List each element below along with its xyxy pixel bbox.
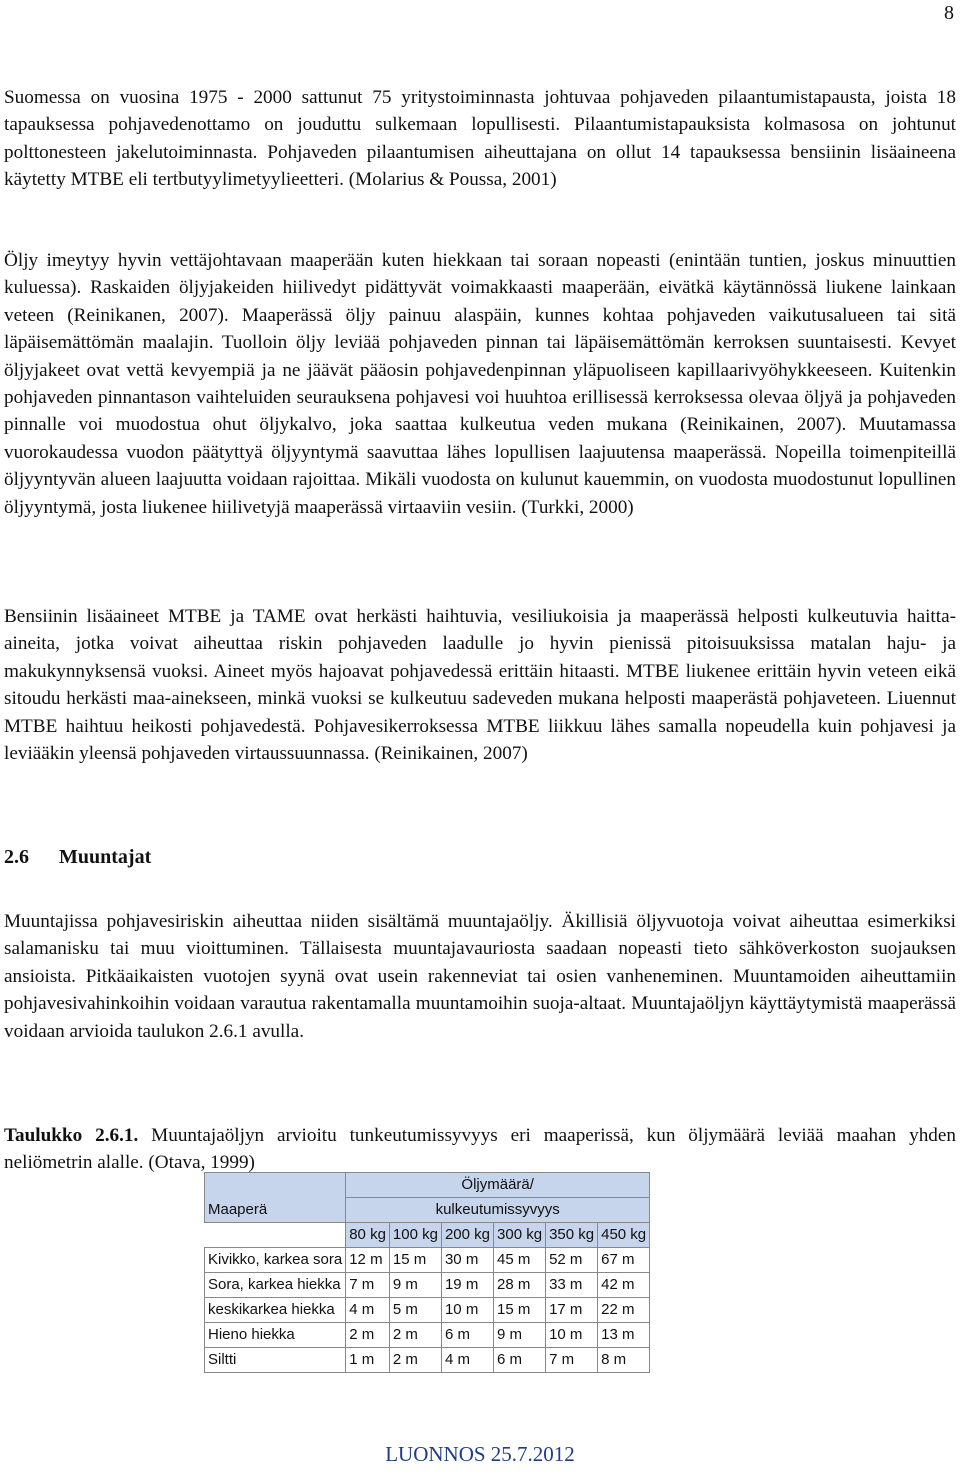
- table-cell: 15 m: [389, 1248, 441, 1273]
- table-cell: 28 m: [494, 1273, 546, 1298]
- table-cell: 7 m: [346, 1273, 390, 1298]
- table-row: [205, 1298, 650, 1323]
- column-header: 80 kg: [346, 1223, 390, 1248]
- table-caption: [4, 1122, 956, 1176]
- table-cell: 22 m: [598, 1298, 650, 1323]
- table-cell: 42 m: [598, 1273, 650, 1298]
- table-cell: 4 m: [346, 1298, 390, 1323]
- table-cell: 6 m: [441, 1323, 493, 1348]
- page-number: 8: [944, 2, 954, 24]
- paragraph-groundwater-incidents: Suomessa on vuosina 1975 - 2000 sattunut 75 yritystoiminnasta johtuvaa pohjaveden pilaantumistapausta, joista 18 tapauksessa pohjavedenottamo on jouduttu sulkemaan lopullisesti. Pilaantumistapauksista kolmasosa on johtunut polttonesteen jakelutoiminnasta. Pohjaveden pilaantumisen aiheuttajana on ollut 14 tapauksessa bensiinin lisäaineena käytetty MTBE eli tertbutyylimetyylieetteri. (Molarius & Poussa, 2001): [4, 87, 956, 191]
- penetration-depth-table: [204, 1172, 650, 1373]
- paragraph-oil-infiltration: Öljy imeytyy hyvin vettäjohtavaan maaperään kuten hiekkaan tai soraan nopeasti (enintään tuntien, joskus minuuttien kuluessa). Raskaiden öljyjakeiden hiilivedyt pidättyvät voimakkaasti maaperään, eivätkä käytännössä liukene lainkaan veteen (Reinikanen, 2007). Maaperässä öljy painuu alaspäin, kunnes kohtaa pohjaveden vaikutusalueen tai sitä läpäisemättömän maalajin. Tuolloin öljy leviää pohjaveden pinnan tai läpäisemättömän kerroksen suuntaisesti. Kevyet öljyjakeet ovat vettä kevyempiä ja ne jäävät pääosin pohjavedenpinnan yläpuoliseen kapillaarivyöhykkeeseen. Kuitenkin pohjaveden pinnantason vaihteluiden seurauksena pohjavesi voi huuhtoa erillisessä kerroksessa olevaa öljyä ja pohjaveden pinnalle voi muodostua ohut öljykalvo, joka saattaa kulkeutua veden mukana (Reinikainen, 2007). Muutamassa vuorokaudessa vuodon päätyttyä öljyyntymä saavuttaa lähes lopullisen laajuutensa maaperässä. Nopeilla toimenpiteillä öljyyntyvän alueen laajuutta voidaan rajoittaa. Mikäli vuodosta on kulunut kauemmin, on vuodosta muodostunut lopullinen öljyyntymä, josta liukenee hiilivetyjä maaperässä virtaaviin vesiin. (Turkki, 2000): [4, 250, 956, 518]
- paragraph-transformers: Muuntajissa pohjavesiriskin aiheuttaa niiden sisältämä muuntajaöljy. Äkillisiä öljyvuotoja voivat aiheuttaa esimerkiksi salamanisku tai muu vioittuminen. Tällaisesta muuntajavauriosta saadaan nopeasti tieto sähköverkoston suojauksen ansioista. Pitkäaikaisten vuotojen syynä ovat usein rakenneviat tai osien vanheneminen. Muuntamoiden aiheuttamiin pohjavesivahinkoihin voidaan varautua rakentamalla muuntamoihin suoja-altaat. Muuntajaöljyn käyttäytymistä maaperässä voidaan arvioida taulukon 2.6.1 avulla.: [4, 911, 956, 1042]
- table-cell: 17 m: [546, 1298, 598, 1323]
- table-row: [205, 1323, 650, 1348]
- table-caption-label: Taulukko 2.6.1.: [4, 1125, 139, 1146]
- row-label: Hieno hiekka: [205, 1323, 346, 1348]
- table-cell: 52 m: [546, 1248, 598, 1273]
- table-cell: 67 m: [598, 1248, 650, 1273]
- column-header-spacer: [205, 1223, 346, 1248]
- column-header: 450 kg: [598, 1223, 650, 1248]
- table-cell: 9 m: [494, 1323, 546, 1348]
- column-header-row: [205, 1223, 650, 1248]
- table-cell: 45 m: [494, 1248, 546, 1273]
- row-label: Sora, karkea hiekka: [205, 1273, 346, 1298]
- table-cell: 2 m: [389, 1323, 441, 1348]
- row-label: Siltti: [205, 1348, 346, 1373]
- table-cell: 9 m: [389, 1273, 441, 1298]
- table-row: [205, 1348, 650, 1373]
- table-header-row-1: [205, 1173, 650, 1198]
- table-cell: 1 m: [346, 1348, 390, 1373]
- column-header: 350 kg: [546, 1223, 598, 1248]
- table-cell: 5 m: [389, 1298, 441, 1323]
- group-header-line1: Öljymäärä/: [346, 1173, 650, 1198]
- table-cell: 30 m: [441, 1248, 493, 1273]
- row-label: keskikarkea hiekka: [205, 1298, 346, 1323]
- column-header: 300 kg: [494, 1223, 546, 1248]
- table-cell: 4 m: [441, 1348, 493, 1373]
- table-cell: 2 m: [346, 1323, 390, 1348]
- row-header-cell: Maaperä: [205, 1173, 346, 1223]
- table-cell: 19 m: [441, 1273, 493, 1298]
- table-cell: 10 m: [441, 1298, 493, 1323]
- table-cell: 13 m: [598, 1323, 650, 1348]
- table-cell: 10 m: [546, 1323, 598, 1348]
- table-cell: 15 m: [494, 1298, 546, 1323]
- column-header: 200 kg: [441, 1223, 493, 1248]
- table-cell: 2 m: [389, 1348, 441, 1373]
- group-header-line2: kulkeutumissyvyys: [346, 1198, 650, 1223]
- paragraph-mtbe-tame: Bensiinin lisäaineet MTBE ja TAME ovat herkästi haihtuvia, vesiliukoisia ja maaperässä helposti kulkeutuvia haitta-aineita, jotka voivat aiheuttaa riskin pohjaveden laadulle jo hyvin pienissä pitoisuuksissa matalan haju- ja makukynnyksensä vuoksi. Aineet myös hajoavat pohjavedessä erittäin hitaasti. MTBE liukenee erittäin hyvin veteen eikä sitoudu herkästi maa-ainekseen, minkä vuoksi se kulkeutuu sadeveden mukana helposti maaperästä pohjaveteen. Liuennut MTBE haihtuu heikosti pohjavedestä. Pohjavesikerroksessa MTBE liikkuu lähes samalla nopeudella kuin pohjavesi ja leviääkin yleensä pohjaveden virtaussuunnassa. (Reinikainen, 2007): [4, 606, 956, 765]
- table-row: [205, 1273, 650, 1298]
- table-cell: 12 m: [346, 1248, 390, 1273]
- table-cell: 7 m: [546, 1348, 598, 1373]
- table-cell: 8 m: [598, 1348, 650, 1373]
- table-cell: 33 m: [546, 1273, 598, 1298]
- section-title: Muuntajat: [59, 846, 152, 868]
- section-number: 2.6: [4, 846, 29, 868]
- section-heading: [4, 846, 151, 869]
- table-caption-text: Muuntajaöljyn arvioitu tunkeutumissyvyys eri maaperissä, kun öljymäärä leviää maahan yhden neliömetrin alalle. (Otava, 1999): [4, 1125, 956, 1173]
- table-row: [205, 1248, 650, 1273]
- draft-footer: LUONNOS 25.7.2012: [385, 1442, 575, 1466]
- table-cell: 6 m: [494, 1348, 546, 1373]
- row-label: Kivikko, karkea sora: [205, 1248, 346, 1273]
- column-header: 100 kg: [389, 1223, 441, 1248]
